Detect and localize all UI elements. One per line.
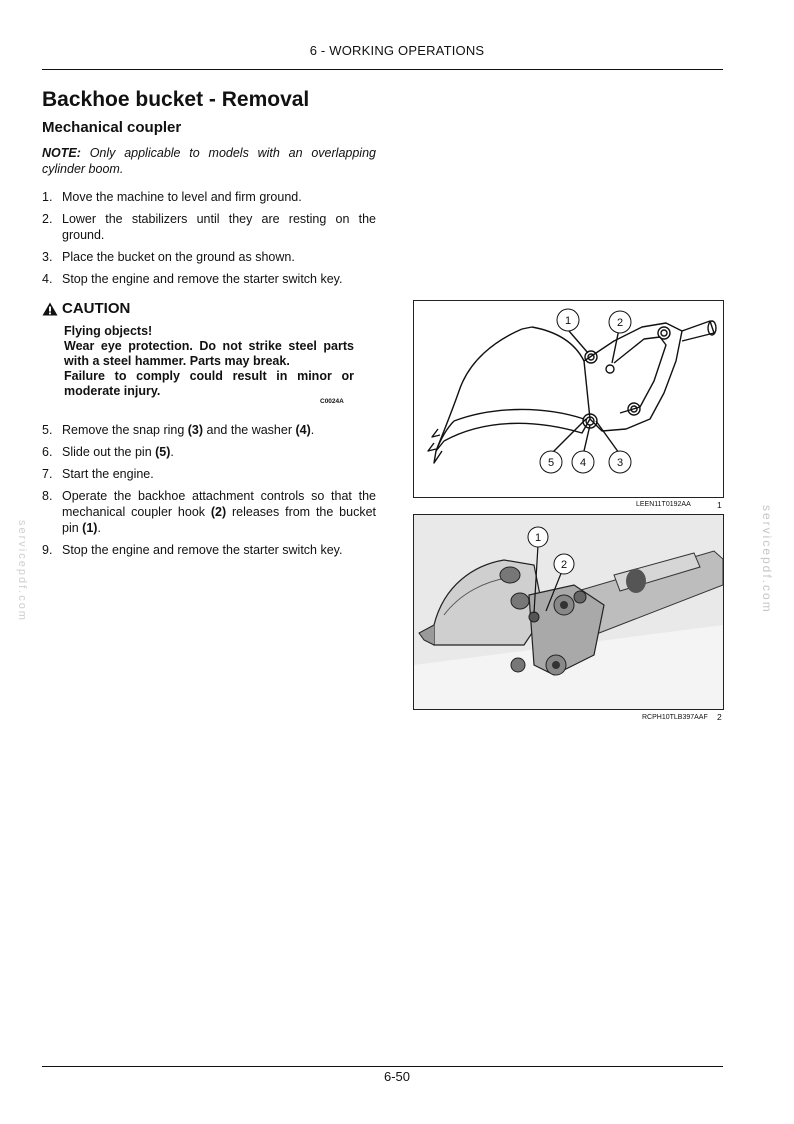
list-item bbox=[42, 542, 376, 558]
page-number: 6-50 bbox=[383, 1069, 411, 1084]
note-text: Only applicable to models with an overlapping cylinder boom. bbox=[42, 146, 376, 176]
step-text: . bbox=[310, 423, 315, 437]
step-number: 6. bbox=[42, 445, 53, 459]
step-list-first bbox=[42, 189, 376, 293]
callout-label: 1 bbox=[534, 532, 542, 544]
bucket-illustration bbox=[414, 301, 723, 497]
note-label: NOTE: bbox=[42, 146, 81, 160]
step-number: 2. bbox=[42, 212, 53, 226]
callout-label: 2 bbox=[560, 559, 568, 571]
callout-label: 5 bbox=[547, 457, 555, 469]
list-item bbox=[42, 211, 376, 243]
figure-number: 1 bbox=[717, 500, 722, 510]
list-item bbox=[42, 488, 376, 536]
note-paragraph bbox=[42, 145, 376, 177]
warning-triangle-icon bbox=[42, 302, 58, 316]
caution-heading bbox=[42, 300, 130, 317]
item-ref: (2) bbox=[210, 505, 227, 519]
list-item bbox=[42, 466, 376, 482]
step-text: and the washer bbox=[203, 423, 296, 437]
step-text: Stop the engine and remove the starter switch key. bbox=[62, 543, 343, 557]
watermark: servicepdf.com bbox=[16, 520, 28, 622]
list-item bbox=[42, 422, 376, 438]
step-list-second bbox=[42, 422, 376, 564]
figure-bucket-line-drawing bbox=[413, 300, 724, 498]
step-text: Slide out the pin bbox=[62, 445, 156, 459]
caution-label: CAUTION bbox=[62, 300, 131, 317]
item-ref: (1) bbox=[82, 521, 98, 535]
callout-label: 2 bbox=[616, 317, 624, 329]
step-text: releases from the bucket pin bbox=[62, 505, 376, 535]
step-text: . bbox=[170, 445, 174, 459]
step-number: 1. bbox=[42, 190, 53, 204]
item-ref: (5) bbox=[155, 445, 171, 459]
caution-line: Flying objects! bbox=[64, 324, 153, 338]
step-text: . bbox=[97, 521, 101, 535]
callout-label: 4 bbox=[579, 457, 587, 469]
list-item bbox=[42, 189, 376, 205]
item-ref: (3) bbox=[187, 423, 204, 437]
caution-line: Wear eye protection. Do not strike steel parts with a steel hammer. Parts may break. bbox=[64, 339, 354, 368]
step-text: Lower the stabilizers until they are resting on the ground. bbox=[62, 212, 376, 242]
header-rule bbox=[42, 69, 723, 70]
step-number: 7. bbox=[42, 467, 53, 481]
page-title: Backhoe bucket - Removal bbox=[42, 88, 310, 111]
running-header: 6 - WORKING OPERATIONS bbox=[309, 43, 485, 58]
bucket-photo-illustration bbox=[414, 515, 723, 709]
list-item bbox=[42, 444, 376, 460]
step-text: Start the engine. bbox=[62, 467, 154, 481]
list-item bbox=[42, 271, 376, 287]
callout-label: 1 bbox=[564, 315, 572, 327]
step-text: Place the bucket on the ground as shown. bbox=[62, 250, 295, 264]
footer-rule bbox=[42, 1066, 723, 1067]
figure-reference-code: RCPH10TLB397AAF bbox=[642, 714, 708, 721]
figure-number: 2 bbox=[717, 712, 722, 722]
list-item bbox=[42, 249, 376, 265]
step-number: 8. bbox=[42, 489, 53, 503]
step-number: 5. bbox=[42, 423, 53, 437]
step-number: 4. bbox=[42, 272, 53, 286]
caution-text bbox=[64, 324, 354, 399]
section-subtitle: Mechanical coupler bbox=[42, 119, 182, 136]
item-ref: (4) bbox=[295, 423, 311, 437]
step-text: Operate the backhoe attachment controls so that the mechanical coupler hook bbox=[62, 489, 376, 519]
step-number: 9. bbox=[42, 543, 53, 557]
watermark: servicepdf.com bbox=[760, 505, 774, 614]
caution-code: C0024A bbox=[320, 398, 344, 405]
figure-reference-code: LEEN11T0192AA bbox=[636, 501, 691, 508]
step-text: Move the machine to level and firm ground. bbox=[62, 190, 302, 204]
step-number: 3. bbox=[42, 250, 53, 264]
step-text: Stop the engine and remove the starter switch key. bbox=[62, 272, 343, 286]
step-text: Remove the snap ring bbox=[62, 423, 188, 437]
figure-bucket-photo bbox=[413, 514, 724, 710]
caution-line: Failure to comply could result in minor or moderate injury. bbox=[64, 369, 354, 398]
callout-label: 3 bbox=[616, 457, 624, 469]
